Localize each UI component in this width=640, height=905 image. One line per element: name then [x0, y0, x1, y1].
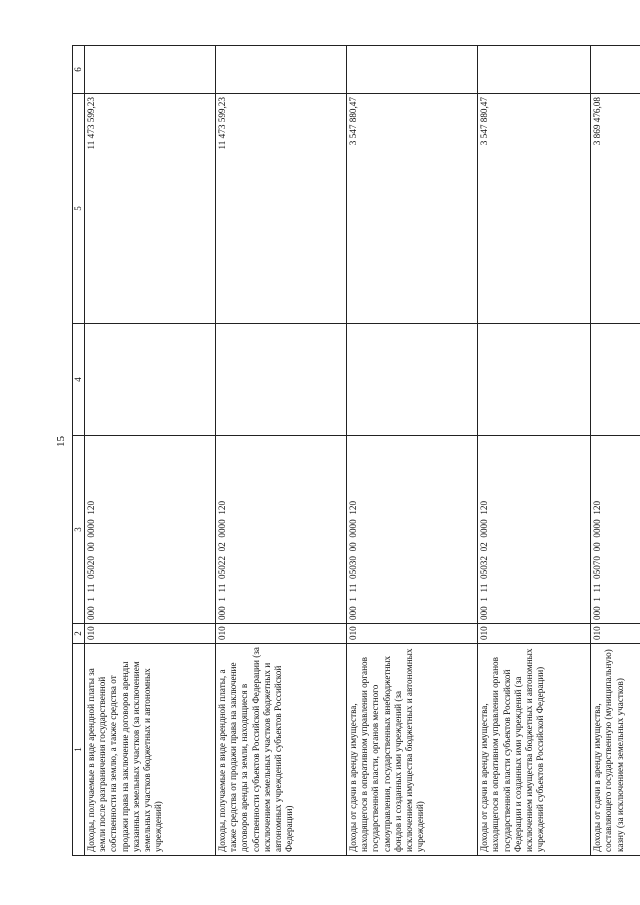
row-name: Доходы от сдачи в аренду имущества, составляющего государственную (муниципальную) казну (за исключением земельных участков)	[591, 644, 640, 856]
header-row	[73, 46, 85, 856]
row-code: 010	[478, 624, 591, 644]
row-col6	[347, 46, 478, 94]
row-name: Доходы, получаемые в виде арендной платы за земли после разграничения государственной собственности на землю, а также средства от продажи права на заключение договоров аренды указанных земельных участков (за исключением земельных участков бюджетных и автономных учреждений)	[84, 644, 215, 856]
row-amount: 11 473 599,23	[84, 94, 215, 324]
header-col-2: 2	[73, 624, 85, 644]
table-row	[347, 46, 478, 856]
row-name: Доходы от сдачи в аренду имущества, находящегося в оперативном управлении органов государственной власти, органов местного самоуправления, государственных внебюджетных фондов и созданных ими учреждений (за исключением имущества бюджетных и автономных учреждений)	[347, 644, 478, 856]
rotated-table-container	[72, 46, 640, 856]
revenue-table	[72, 45, 640, 856]
row-code: 010	[84, 624, 215, 644]
row-kbk: 000 1 11 05030 00 0000 120	[347, 436, 478, 624]
row-col4	[591, 324, 640, 436]
row-col6	[84, 46, 215, 94]
header-col-1: 1	[73, 644, 85, 856]
row-kbk: 000 1 11 05032 02 0000 120	[478, 436, 591, 624]
table-row	[84, 46, 215, 856]
table-row	[478, 46, 591, 856]
row-kbk: 000 1 11 05022 02 0000 120	[216, 436, 347, 624]
header-col-6: 6	[73, 46, 85, 94]
row-kbk: 000 1 11 05070 00 0000 120	[591, 436, 640, 624]
table-row	[216, 46, 347, 856]
header-col-4: 4	[73, 324, 85, 436]
row-col4	[84, 324, 215, 436]
row-col6	[216, 46, 347, 94]
header-col-5: 5	[73, 94, 85, 324]
row-name: Доходы от сдачи в аренду имущества, находящегося в оперативном управлении органов государственной власти субъектов Российской Федерации и созданных ими учреждений (за исключением имущества бюджетных и автономных учреждений субъектов Российской Федерации)	[478, 644, 591, 856]
row-kbk: 000 1 11 05020 00 0000 120	[84, 436, 215, 624]
row-code: 010	[591, 624, 640, 644]
row-amount: 3 869 476,08	[591, 94, 640, 324]
header-col-3: 3	[73, 436, 85, 624]
table-row	[591, 46, 640, 856]
row-amount: 3 547 880,47	[478, 94, 591, 324]
row-code: 010	[347, 624, 478, 644]
page-number: 15	[55, 436, 67, 447]
row-col6	[478, 46, 591, 94]
row-col6	[591, 46, 640, 94]
row-name: Доходы, получаемые в виде арендной платы, а также средства от продажи права на заключение договоров аренды за земли, находящиеся в собственности субъектов Российской Федерации (за исключением земельных участков бюджетных и автономных учреждений субъектов Российской Федерации)	[216, 644, 347, 856]
row-code: 010	[216, 624, 347, 644]
row-col4	[478, 324, 591, 436]
row-col4	[347, 324, 478, 436]
row-amount: 3 547 880,47	[347, 94, 478, 324]
row-col4	[216, 324, 347, 436]
row-amount: 11 473 599,23	[216, 94, 347, 324]
